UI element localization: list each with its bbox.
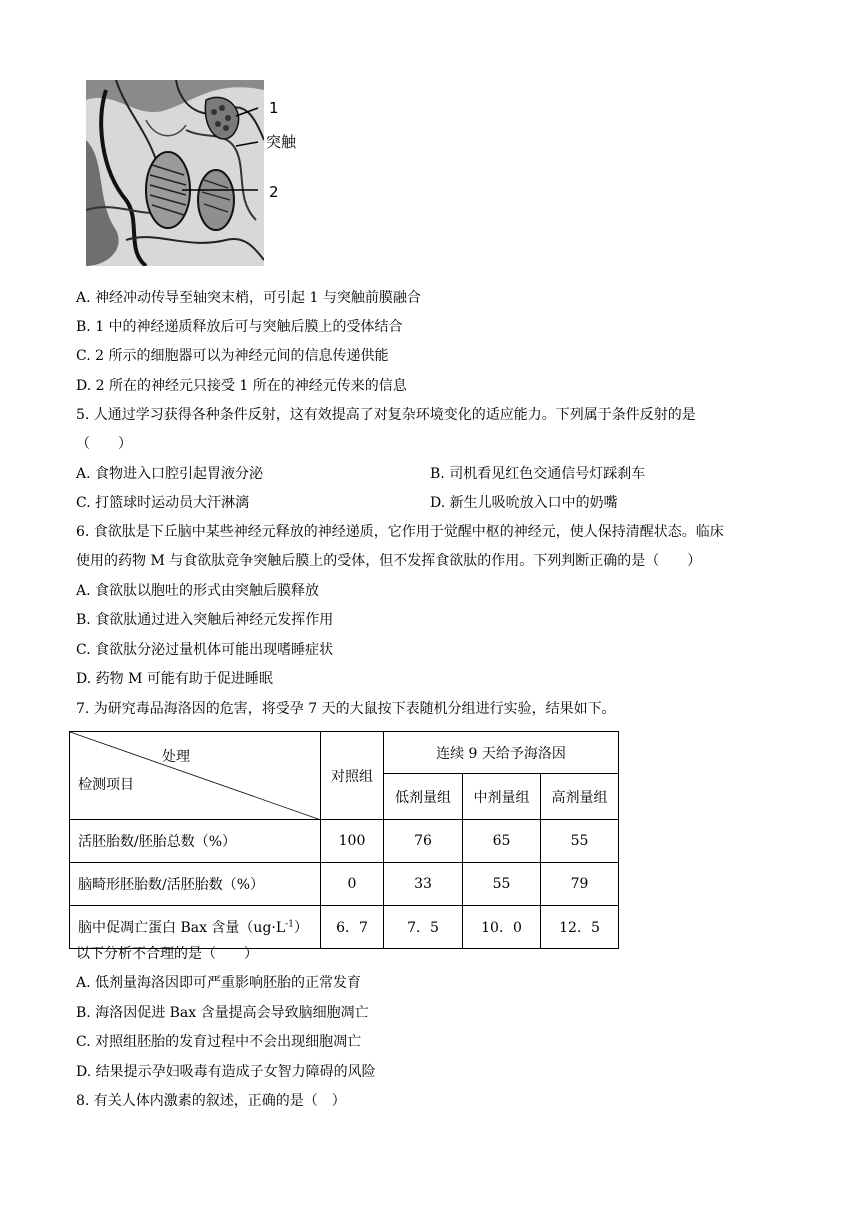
table-row (70, 820, 619, 863)
row-label-main: 脑中促凋亡蛋白 Bax 含量（ug·L (78, 920, 286, 936)
table-cell: 33 (384, 863, 463, 906)
figure-label-2: 2 (269, 183, 279, 201)
q4-option-a: A. 神经冲动传导至轴突末梢，可引起 1 与突触前膜融合 (76, 290, 421, 306)
q5-option-c: C. 打篮球时运动员大汗淋漓 (76, 495, 250, 511)
table-col-high: 高剂量组 (541, 774, 619, 820)
q7-option-d: D. 结果提示孕妇吸毒有造成子女智力障碍的风险 (76, 1064, 376, 1080)
table-cell: 100 (321, 820, 384, 863)
figure-label-synapse: 突触 (266, 133, 297, 151)
table-col-mid: 中剂量组 (463, 774, 541, 820)
table-row (70, 906, 619, 949)
micrograph-image (86, 80, 264, 266)
table-cell: 10．0 (463, 906, 541, 949)
q5-option-b: B. 司机看见红色交通信号灯踩刹车 (430, 466, 646, 482)
q7-option-b: B. 海洛因促进 Bax 含量提高会导致脑细胞凋亡 (76, 1005, 369, 1021)
q7-option-c: C. 对照组胚胎的发育过程中不会出现细胞凋亡 (76, 1034, 362, 1050)
q8-stem: 8. 有关人体内激素的叙述，正确的是（ ） (76, 1093, 346, 1109)
q6-option-a: A. 食欲肽以胞吐的形式由突触后膜释放 (76, 583, 320, 599)
table-cell: 55 (541, 820, 619, 863)
table-row-label: 脑畸形胚胎数/活胚胎数（%） (70, 863, 321, 906)
q6-stem-line2: 使用的药物 M 与食欲肽竞争突触后膜上的受体，但不发挥食欲肽的作用。下列判断正确的是（ ） (76, 553, 702, 569)
table-cell: 12．5 (541, 906, 619, 949)
table-cell: 0 (321, 863, 384, 906)
table-header-diagonal-line (70, 732, 321, 820)
figure-label-1: 1 (269, 99, 279, 117)
q6-option-b: B. 食欲肽通过进入突触后神经元发挥作用 (76, 612, 334, 628)
q5-option-a: A. 食物进入口腔引起胃液分泌 (76, 466, 264, 482)
table-header-treatment: 处理 (162, 749, 190, 765)
table-row-label (70, 906, 321, 949)
q7-stem: 7. 为研究毒品海洛因的危害，将受孕 7 天的大鼠按下表随机分组进行实验，结果如下。 (76, 701, 616, 717)
table-col-low: 低剂量组 (384, 774, 463, 820)
q4-option-b: B. 1 中的神经递质释放后可与突触后膜上的受体结合 (76, 319, 403, 335)
table-cell: 65 (463, 820, 541, 863)
q7-option-a: A. 低剂量海洛因即可严重影响胚胎的正常发育 (76, 975, 362, 991)
table-header-item: 检测项目 (78, 777, 134, 793)
q5-stem-line1: 5. 人通过学习获得各种条件反射，这有效提高了对复杂环境变化的适应能力。下列属于条件反射的是 (76, 407, 696, 423)
q6-option-c: C. 食欲肽分泌过量机体可能出现嗜睡症状 (76, 642, 334, 658)
q6-option-d: D. 药物 M 可能有助于促进睡眠 (76, 671, 273, 687)
heroin-experiment-table (69, 731, 619, 949)
q5-option-d: D. 新生儿吸吮放入口中的奶嘴 (430, 495, 618, 511)
table-row (70, 863, 619, 906)
q4-option-c: C. 2 所示的细胞器可以为神经元间的信息传递供能 (76, 348, 389, 364)
table-row-label: 活胚胎数/胚胎总数（%） (70, 820, 321, 863)
table-cell: 76 (384, 820, 463, 863)
table-cell: 6．7 (321, 906, 384, 949)
synapse-micrograph (86, 80, 264, 266)
q7-after: 以下分析不合理的是（ ） (76, 946, 258, 962)
table-cell: 55 (463, 863, 541, 906)
table-cell: 7．5 (384, 906, 463, 949)
row-label-end: ） (293, 920, 308, 936)
table-cell: 79 (541, 863, 619, 906)
table-col-control: 对照组 (321, 732, 384, 820)
q5-stem-line2: （ ） (76, 436, 132, 452)
q4-option-d: D. 2 所在的神经元只接受 1 所在的神经元传来的信息 (76, 378, 407, 394)
table-col-group-title: 连续 9 天给予海洛因 (384, 732, 619, 774)
row-label-superscript: -1 (285, 919, 294, 930)
q6-stem-line1: 6. 食欲肽是下丘脑中某些神经元释放的神经递质，它作用于觉醒中枢的神经元，使人保持清醒状态。临床 (76, 524, 724, 540)
table-header-diagonal-cell (70, 732, 321, 820)
